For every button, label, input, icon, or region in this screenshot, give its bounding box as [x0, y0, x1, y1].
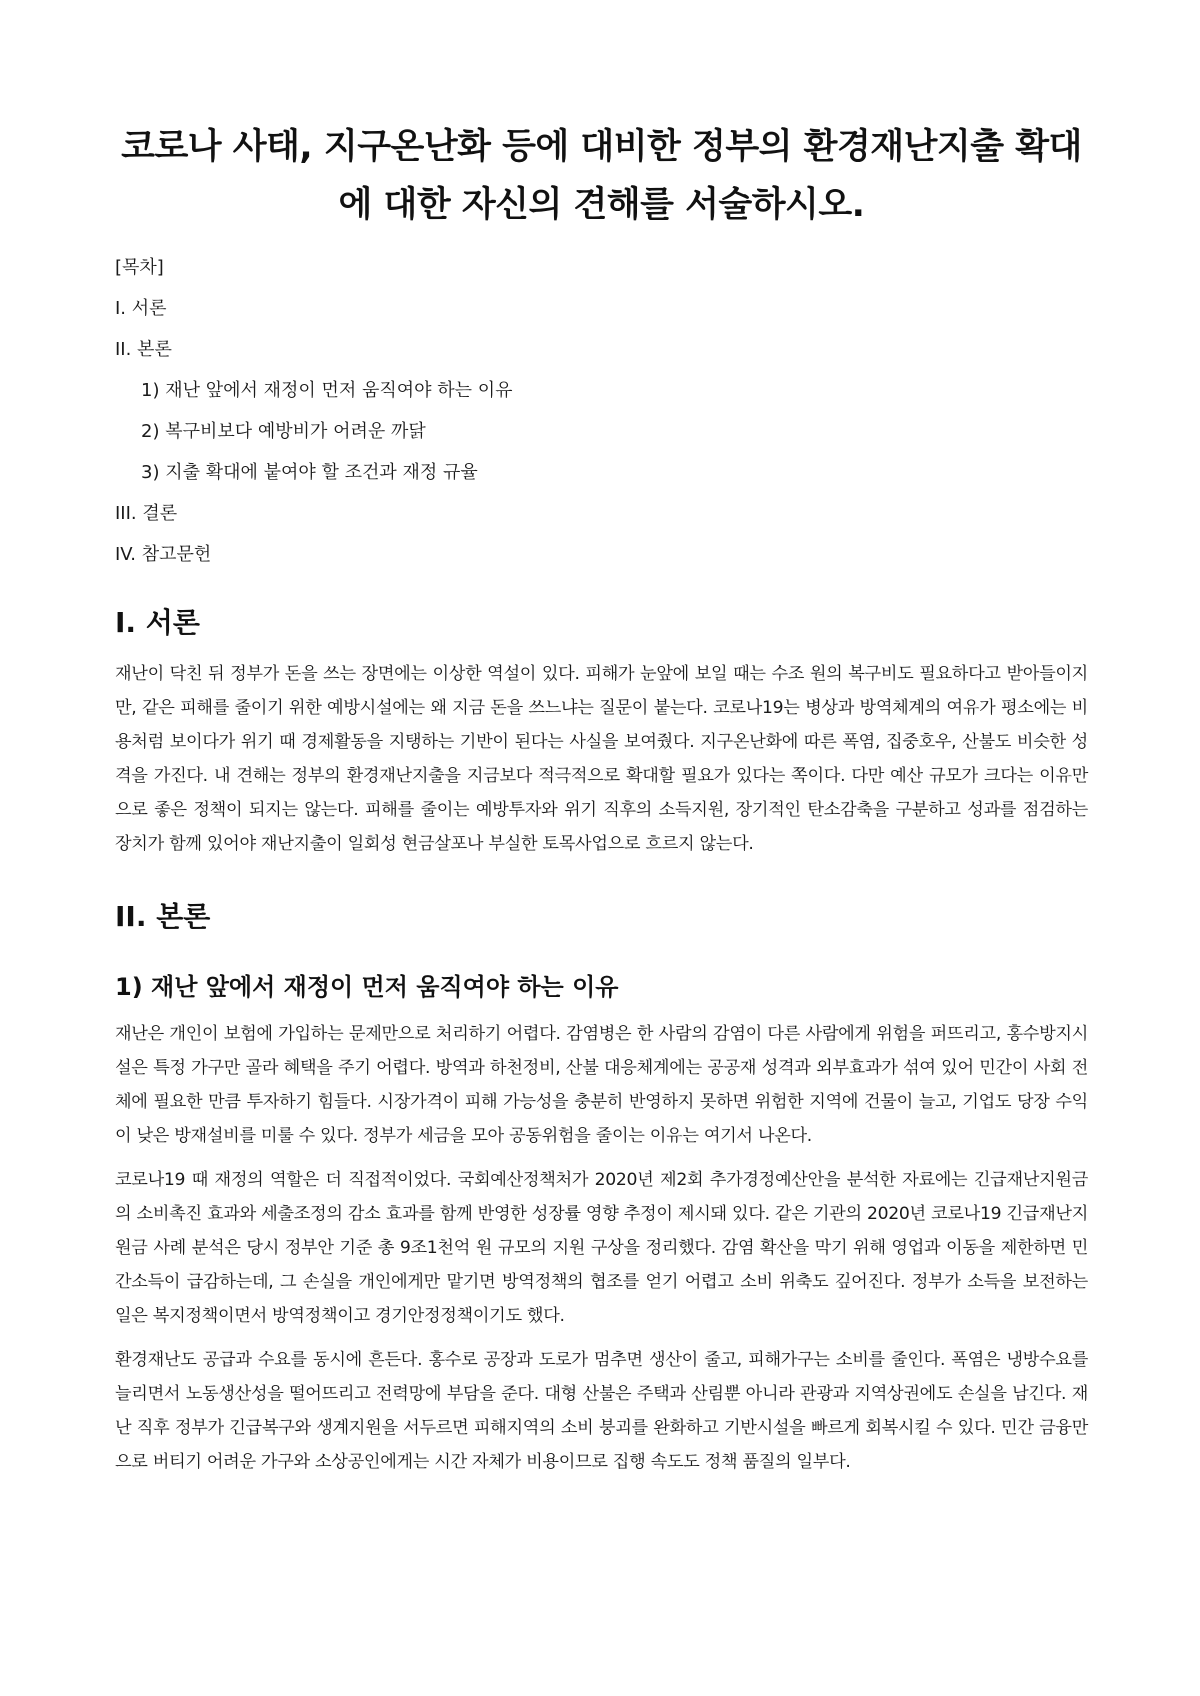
document-title: 코로나 사태, 지구온난화 등에 대비한 정부의 환경재난지출 확대에 대한 자신의 견해를 서술하시오.: [121, 127, 1082, 225]
toc-item-conclusion: III. 결론: [115, 503, 178, 524]
toc-item-body: II. 본론: [115, 339, 172, 360]
intro-paragraph: 재난이 닥친 뒤 정부가 돈을 쓰는 장면에는 이상한 역설이 있다. 피해가 눈앞에 보일 때는 수조 원의 복구비도 필요하다고 받아들이지만, 같은 피해를 줄이기 위한 예방시설에는 왜 지금 돈을 쓰느냐는 질문이 붙는다. 코로나19는 병상과 방역체계의 여유가 평소에는 비용처럼 보이다가 위기 때 경제활동을 지탱하는 기반이 된다는 사실을 보여줬다. 지구온난화에 따른 폭염, 집중호우, 산불도 비슷한 성격을 가진다. 내 견해는 정부의 환경재난지출을 지금보다 적극적으로 확대할 필요가 있다는 쪽이다. 다만 예산 규모가 크다는 이유만으로 좋은 정책이 되지는 않는다. 피해를 줄이는 예방투자와 위기 직후의 소득지원, 장기적인 탄소감축을 구분하고 성과를 점검하는 장치가 함께 있어야 재난지출이 일회성 현금살포나 부실한 토목사업으로 흐르지 않는다.: [115, 664, 1088, 854]
toc-item-references: IV. 참고문헌: [115, 544, 212, 565]
toc-item-body-3: 3) 지출 확대에 붙여야 할 조건과 재정 규율: [141, 462, 478, 483]
toc-heading: [목차]: [115, 257, 164, 278]
toc-item-intro: I. 서론: [115, 298, 167, 319]
body-paragraph-2: 코로나19 때 재정의 역할은 더 직접적이었다. 국회예산정책처가 2020년 제2회 추가경정예산안을 분석한 자료에는 긴급재난지원금의 소비촉진 효과와 세출조정의 감소 효과를 함께 반영한 성장률 영향 추정이 제시돼 있다. 같은 기관의 2020년 코로나19 긴급재난지원금 사례 분석은 당시 정부안 기준 총 9조1천억 원 규모의 지원 구상을 정리했다. 감염 확산을 막기 위해 영업과 이동을 제한하면 민간소득이 급감하는데, 그 손실을 개인에게만 맡기면 방역정책의 협조를 얻기 어렵고 소비 위축도 깊어진다. 정부가 소득을 보전하는 일은 복지정책이면서 방역정책이고 경기안정정책이기도 했다.: [115, 1170, 1088, 1326]
section-heading-intro: I. 서론: [115, 606, 200, 639]
body-paragraph-1: 재난은 개인이 보험에 가입하는 문제만으로 처리하기 어렵다. 감염병은 한 사람의 감염이 다른 사람에게 위험을 퍼뜨리고, 홍수방지시설은 특정 가구만 골라 혜택을 주기 어렵다. 방역과 하천정비, 산불 대응체계에는 공공재 성격과 외부효과가 섞여 있어 민간이 사회 전체에 필요한 만큼 투자하기 힘들다. 시장가격이 피해 가능성을 충분히 반영하지 못하면 위험한 지역에 건물이 늘고, 기업도 당장 수익이 낮은 방재설비를 미룰 수 있다. 정부가 세금을 모아 공동위험을 줄이는 이유는 여기서 나온다.: [115, 1024, 1088, 1146]
toc-item-body-2: 2) 복구비보다 예방비가 어려운 까닭: [141, 421, 426, 442]
section-heading-body: II. 본론: [115, 900, 211, 933]
table-of-contents: [115, 256, 1088, 567]
subsection-heading-1: 1) 재난 앞에서 재정이 먼저 움직여야 하는 이유: [115, 973, 619, 1001]
body-paragraph-3: 환경재난도 공급과 수요를 동시에 흔든다. 홍수로 공장과 도로가 멈추면 생산이 줄고, 피해가구는 소비를 줄인다. 폭염은 냉방수요를 늘리면서 노동생산성을 떨어뜨리고 전력망에 부담을 준다. 대형 산불은 주택과 산림뿐 아니라 관광과 지역상권에도 손실을 남긴다. 재난 직후 정부가 긴급복구와 생계지원을 서두르면 피해지역의 소비 붕괴를 완화하고 기반시설을 빠르게 회복시킬 수 있다. 민간 금융만으로 버티기 어려운 가구와 소상공인에게는 시간 자체가 비용이므로 집행 속도도 정책 품질의 일부다.: [115, 1350, 1088, 1472]
toc-item-body-1: 1) 재난 앞에서 재정이 먼저 움직여야 하는 이유: [141, 380, 513, 401]
